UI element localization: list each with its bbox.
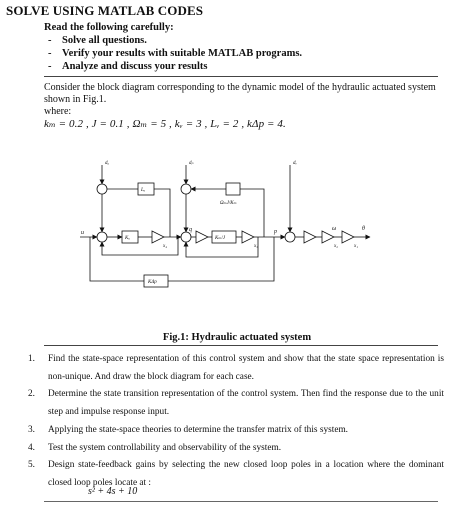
label-q: q (189, 227, 192, 233)
question-item (28, 351, 444, 386)
question-number: 2. (28, 389, 35, 400)
question-text: Test the system controllability and observability of the system. (48, 442, 282, 453)
label-omega: ω (332, 226, 337, 232)
instructions-heading: Read the following carefully: (44, 22, 174, 33)
label-dp: dₚ (189, 161, 194, 166)
instruction-text: Analyze and discuss your results (62, 61, 208, 72)
integrator-x3 (242, 231, 254, 243)
integrator-x1 (342, 231, 354, 243)
question-text: Find the state-space representation of this control system and show that the state space representation is non-unique. And draw the block diagram for each case. (48, 354, 444, 382)
question-text: Determine the state transition representation of the control system. Then find the response due to the unit step and impulse response input. (48, 389, 444, 418)
question-list (28, 351, 444, 493)
integrator-x2 (322, 231, 334, 243)
summing-junction-4 (181, 232, 191, 242)
summing-junction-1 (97, 184, 107, 194)
where-label: where: (44, 106, 72, 117)
summing-junction-2 (97, 232, 107, 242)
divider (44, 501, 438, 502)
block-omega-j-km (226, 183, 240, 195)
label-x2: x₂ (334, 244, 338, 249)
summing-junction-5 (285, 232, 295, 242)
block-label-ku: Kᵤ (125, 236, 130, 241)
question-text: Design state-feedback gains by selecting the new closed loop poles in a location where the dominant closed loop poles locate at : (48, 460, 444, 488)
label-u: u (81, 230, 84, 236)
block-diagram (78, 155, 378, 305)
document-title: SOLVE USING MATLAB CODES (6, 3, 204, 18)
intro-paragraph: Consider the block diagram corresponding to the dynamic model of the hydraulic actuated system shown in Fig.1. (44, 82, 436, 105)
question-number: 5. (28, 460, 35, 471)
block-label-kdp: KΔp (148, 280, 157, 285)
instruction-item: - Verify your results with suitable MATLAB programs. (48, 48, 303, 59)
question-number: 4. (28, 442, 35, 453)
instruction-text: Solve all questions. (62, 35, 147, 46)
integrator-x4 (152, 231, 164, 243)
label-da: dₐ (105, 161, 109, 166)
figure-caption: Fig.1: Hydraulic actuated system (162, 332, 312, 343)
label-x4: x₄ (163, 244, 167, 249)
block-label-omega-j-km: ΩₘJ/Kₘ (220, 201, 237, 206)
integrator-2 (196, 231, 208, 243)
instruction-item: - Analyze and discuss your results (48, 61, 208, 72)
label-x1: x₁ (354, 244, 358, 249)
question-text: Applying the state-space theories to determine the transfer matrix of this system. (48, 424, 348, 435)
block-label-km-j: Kₘ/J (215, 236, 226, 241)
label-theta: θ (362, 226, 365, 232)
divider (44, 76, 438, 77)
instruction-text: Verify your results with suitable MATLAB programs. (62, 48, 303, 59)
summing-junction-3 (181, 184, 191, 194)
instruction-item: - Solve all questions. (48, 35, 147, 46)
question-item (28, 386, 444, 421)
question-item (28, 440, 444, 458)
question-number: 1. (28, 354, 35, 364)
label-x3: x₃ (254, 244, 258, 249)
integrator-3 (304, 231, 316, 243)
block-label-lu: Lᵤ (141, 188, 146, 193)
divider (44, 345, 438, 346)
parameter-values: kₘ = 0.2 , J = 0.1 , Ωₘ = 5 , kᵥ = 3 , Lᵥ = 2 , kΔp = 4. (44, 118, 286, 130)
question-item (28, 422, 444, 440)
question-number: 3. (28, 424, 35, 435)
label-dv: dᵥ (293, 161, 297, 166)
label-p: p (274, 229, 277, 235)
pole-polynomial: s² + 4s + 10 (88, 486, 138, 497)
